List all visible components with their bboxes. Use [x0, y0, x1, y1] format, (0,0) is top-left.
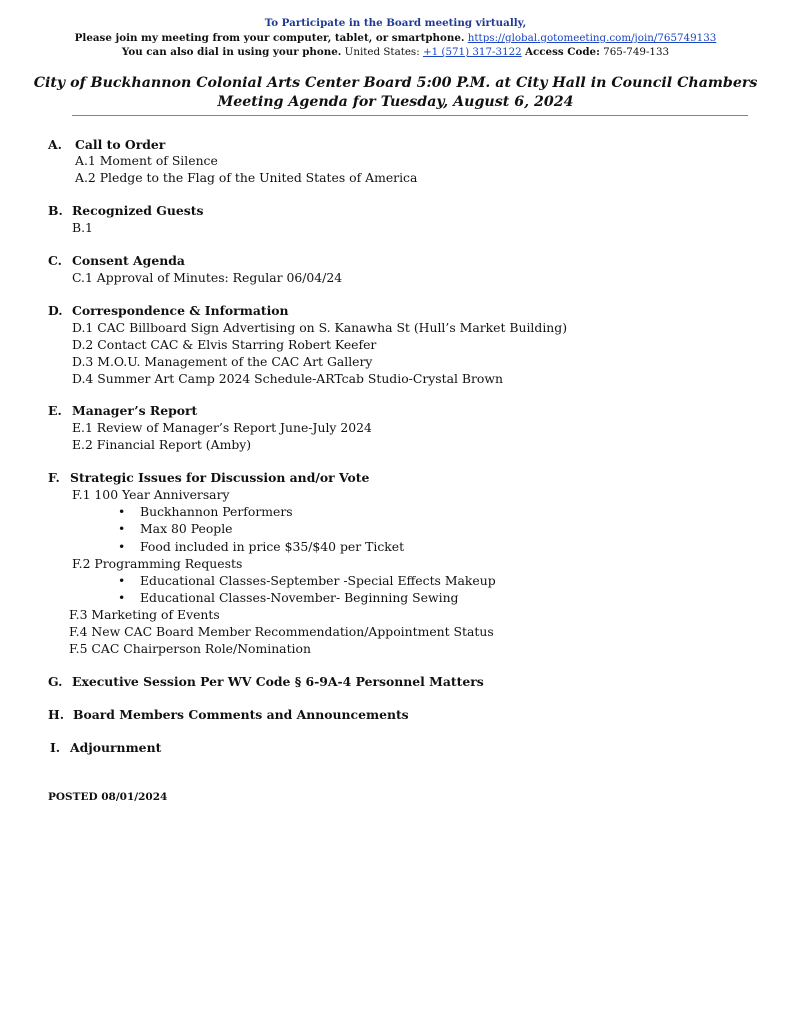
section-title: Adjournment — [70, 740, 162, 755]
section-title: Call to Order — [75, 137, 166, 152]
bullet-item: Educational Classes-September -Special Effects Makeup — [140, 573, 496, 588]
dial-in-instructions — [0, 46, 791, 59]
virtual-participation-heading: To Participate in the Board meeting virtually, — [264, 17, 527, 29]
agenda-item: E.1 Review of Manager’s Report June-July 2024 — [72, 420, 372, 435]
section-title: Strategic Issues for Discussion and/or Vote — [70, 470, 370, 485]
bullet-icon: • — [118, 539, 126, 554]
agenda-item: D.2 Contact CAC & Elvis Starring Robert Keefer — [72, 337, 377, 352]
bullet-icon: • — [118, 504, 126, 519]
bullet-item: Max 80 People — [140, 521, 233, 536]
access-code-label: Access Code: — [525, 46, 600, 58]
section-title: Manager’s Report — [72, 403, 198, 418]
agenda-item: F.1 100 Year Anniversary — [72, 487, 230, 502]
agenda-item: A.2 Pledge to the Flag of the United States of America — [75, 170, 418, 185]
join-text: Please join my meeting from your computer, tablet, or smartphone. — [74, 32, 465, 44]
bullet-icon: • — [118, 573, 126, 588]
section-letter: F. — [48, 470, 60, 485]
agenda-item: A.1 Moment of Silence — [75, 153, 218, 168]
section-b-heading — [48, 203, 203, 219]
agenda-item: D.3 M.O.U. Management of the CAC Art Gallery — [72, 354, 373, 369]
section-d-heading — [48, 303, 289, 319]
agenda-item: C.1 Approval of Minutes: Regular 06/04/24 — [72, 270, 343, 285]
country-label: United States: — [344, 46, 420, 58]
document-title: City of Buckhannon Colonial Arts Center Board 5:00 P.M. at City Hall in Council Chambers — [33, 75, 758, 91]
section-letter: A. — [48, 137, 62, 152]
agenda-item: E.2 Financial Report (Amby) — [72, 437, 252, 452]
agenda-item: F.2 Programming Requests — [72, 556, 243, 571]
phone-link[interactable]: +1 (571) 317-3122 — [422, 46, 522, 58]
section-i-heading — [50, 740, 161, 756]
section-title: Recognized Guests — [72, 203, 204, 218]
section-title: Executive Session Per WV Code § 6-9A-4 Personnel Matters — [72, 674, 484, 689]
join-instructions — [0, 32, 791, 45]
agenda-item: B.1 — [72, 220, 93, 235]
section-letter: G. — [48, 674, 63, 689]
section-letter: H. — [48, 707, 65, 722]
meeting-link[interactable]: https://global.gotomeeting.com/join/765749133 — [467, 32, 717, 44]
bullet-item: Educational Classes-November- Beginning Sewing — [140, 590, 459, 605]
bullet-icon: • — [118, 521, 126, 536]
agenda-item: F.5 CAC Chairperson Role/Nomination — [69, 641, 311, 656]
agenda-item: D.1 CAC Billboard Sign Advertising on S. Kanawha St (Hull’s Market Building) — [72, 320, 568, 335]
section-f-heading — [48, 470, 369, 486]
document-subtitle: Meeting Agenda for Tuesday, August 6, 2024 — [217, 94, 574, 110]
agenda-item: F.3 Marketing of Events — [69, 607, 220, 622]
posted-date: POSTED 08/01/2024 — [48, 791, 168, 803]
section-c-heading — [48, 253, 185, 269]
section-letter: B. — [48, 203, 63, 218]
section-letter: I. — [50, 740, 61, 755]
section-title: Correspondence & Information — [72, 303, 289, 318]
section-title: Board Members Comments and Announcements — [73, 707, 409, 722]
section-h-heading — [48, 707, 409, 723]
access-code: 765-749-133 — [603, 46, 670, 58]
section-a-heading — [48, 137, 165, 153]
bullet-item: Buckhannon Performers — [140, 504, 293, 519]
section-letter: D. — [48, 303, 63, 318]
section-letter: E. — [48, 403, 62, 418]
section-letter: C. — [48, 253, 62, 268]
agenda-item: D.4 Summer Art Camp 2024 Schedule-ARTcab Studio-Crystal Brown — [72, 371, 503, 386]
section-title: Consent Agenda — [72, 253, 185, 268]
dial-in-label: You can also dial in using your phone. — [121, 46, 342, 58]
title-rule — [72, 115, 748, 116]
section-e-heading — [48, 403, 197, 419]
agenda-item: F.4 New CAC Board Member Recommendation/Appointment Status — [69, 624, 494, 639]
section-g-heading — [48, 674, 484, 690]
bullet-icon: • — [118, 590, 126, 605]
bullet-item: Food included in price $35/$40 per Ticket — [140, 539, 405, 554]
